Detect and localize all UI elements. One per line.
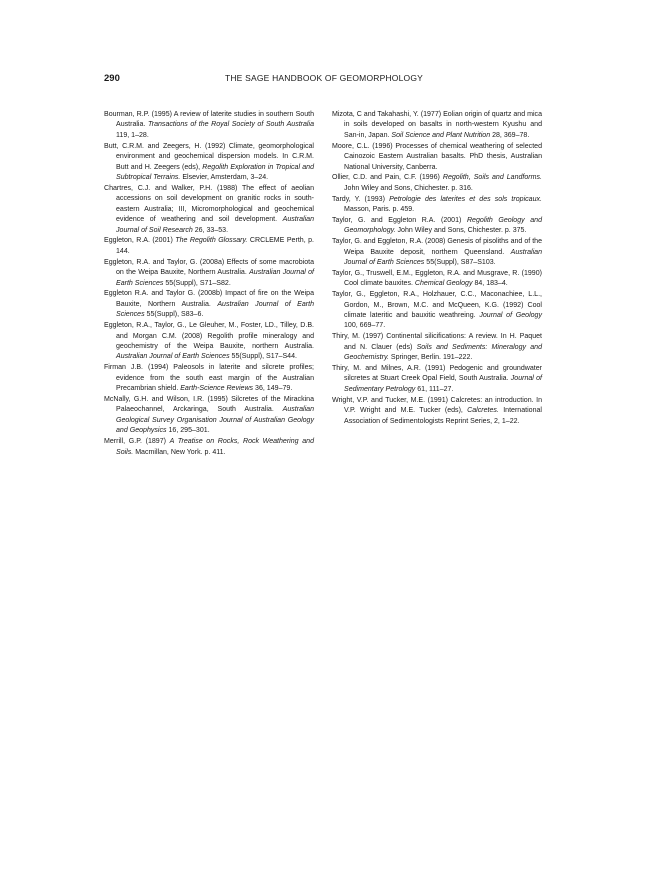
reference-text: Eggleton, R.A. and Taylor, G. (2008a) Effects of some macrobiota on the Weipa Bauxite, Northern Australia. [104,258,314,277]
reference-text: Firman J.B. (1994) Paleosols in laterite and silcrete profiles; evidence from the south east margin of the Australian Precambrian shield. [104,364,314,393]
reference-source-title: Petrologie des laterites et des sols tropicaux. [389,195,542,203]
reference-source-title: Australian Journal of Earth Sciences [344,248,542,267]
reference-entry [104,258,314,289]
reference-entry [104,289,314,320]
reference-entry [332,332,542,363]
reference-text: Ollier, C.D. and Pain, C.F. (1996) [332,174,443,182]
reference-text: Thiry, M. (1997) Continental silicifications: A review. In H. Paquet and N. Clauer (eds) [332,333,542,351]
reference-text: Taylor, G. and Eggleton R.A. (2001) [332,216,467,224]
reference-details: John Wiley and Sons, Chichester. p. 316. [344,184,473,192]
reference-entry [332,216,542,237]
reference-source-title: Regolith Exploration in Tropical and Subtropical Terrains. [116,163,314,182]
reference-text: Moore, C.L. (1996) Processes of chemical weathering of selected Cainozoic Eastern Australian basalts. PhD thesis, Australian National University, Canberra. [332,142,542,171]
reference-entry [332,396,542,427]
reference-source-title: Regolith, Soils and Landforms. [442,174,542,182]
reference-source-title: Soil Science and Plant Nutrition [391,131,491,139]
reference-details: CRCLEME Perth, p. 144. [116,237,314,255]
reference-entry [104,363,314,394]
reference-details: 55(Suppl), S87–S103. [424,259,496,267]
reference-entry [332,195,542,216]
reference-entry [332,269,542,290]
reference-details: 119, 1–28. [116,131,149,139]
reference-details: 28, 369–78. [490,131,530,139]
reference-text: Wright, V.P. and Tucker, M.E. (1991) Calcretes: an introduction. In V.P. Wright and M.E. Tucker (eds), [332,396,542,415]
reference-text: Thiry, M. and Milnes, A.R. (1991) Pedogenic and groundwater silcretes at Stuart Creek Opal Field, South Australia. [332,364,542,383]
reference-entry [332,290,542,332]
reference-text: Tardy, Y. (1993) [332,195,390,203]
references-column-right [332,110,542,427]
reference-source-title: Australian Journal of Earth Sciences [116,353,230,361]
reference-text: McNally, G.H. and Wilson, I.R. (1995) Silcretes of the Mirackina Palaeochannel, Arckaringa, South Australia. [104,395,314,414]
reference-entry [332,110,542,141]
reference-details: International Association of Sedimentologists Reprint Series, 2, 1–22. [344,407,542,425]
reference-entry [104,110,314,141]
reference-text: Eggleton, R.A. (2001) [104,237,176,245]
reference-text: Taylor, G., Eggleton, R.A., Holzhauer, C.C., Maconachiee, L.L., Gordon, M., Brown, M.C. and McQueen, K.G. (1992) Cool climate lateritic and bauxitic weathreing. [332,291,542,320]
reference-details: 55(Suppl), S17–S44. [229,353,297,361]
reference-entry [104,437,314,458]
reference-text: Butt, C.R.M. and Zeegers, H. (1992) Climate, geomorphological environment and geochemical dispersion models. In C.R.M. Butt and H. Zeegers (eds), [104,142,314,171]
reference-source-title: Regolith Geology and Geomorphology. [344,216,542,235]
reference-source-title: Chemical Geology [414,280,473,288]
reference-text: Taylor, G., Truswell, E.M., Eggleton, R.A. and Musgrave, R. (1990) Cool climate bauxites. [332,269,542,288]
running-title: THE SAGE HANDBOOK OF GEOMORPHOLOGY [224,73,424,83]
reference-source-title: Journal of Sedimentary Petrology [344,375,542,393]
reference-text: Bourman, R.P. (1995) A review of laterite studies in southern South Australia. [104,111,314,129]
reference-details: John Wiley and Sons, Chichester. p. 375. [395,227,527,235]
reference-details: 36, 149–79. [253,385,293,393]
reference-entry [332,237,542,268]
reference-source-title: The Regolith Glossary. [175,237,248,245]
reference-source-title: Transactions of the Royal Society of South Australia [147,121,314,129]
reference-entry [104,184,314,236]
reference-details: 55(Suppl), S71–S82. [163,279,231,287]
reference-entry [104,395,314,437]
reference-entry [332,364,542,395]
reference-details: 55(Suppl), S83–6. [144,311,204,319]
reference-source-title: Australian Journal of Soil Research [116,216,314,234]
reference-source-title: Australian Journal of Earth Sciences [116,269,314,287]
reference-entry [332,142,542,173]
reference-source-title: Earth-Science Reviews [180,385,254,393]
reference-details: Springer, Berlin. 191–222. [388,354,473,362]
reference-entry [104,142,314,184]
reference-entry [332,173,542,194]
references-column-left [104,110,314,458]
reference-source-title: Soils and Sediments: Mineralogy and Geochemistry. [344,343,543,362]
reference-source-title: A Treatise on Rocks, Rock Weathering and Soils. [116,438,314,456]
reference-source-title: Calcretes. [467,407,499,415]
reference-source-title: Australian Geological Survey Organisation Journal of Australian Geology and Geophysics [116,406,314,435]
reference-entry [104,236,314,257]
reference-text: Eggleton R.A. and Taylor G. (2008b) Impact of fire on the Weipa Bauxite, Northern Australia. [104,290,314,308]
page-number: 290 [104,73,120,84]
reference-source-title: Journal of Geology [479,312,543,320]
reference-text: Taylor, G. and Eggleton, R.A. (2008) Genesis of pisoliths and of the Weipa Bauxite deposit, northern Queensland. [332,238,542,256]
reference-details: 16, 295–301. [166,427,210,435]
page-header [104,73,544,87]
reference-details: 84, 183–4. [472,280,508,288]
reference-details: Elsevier, Amsterdam, 3–24. [180,174,269,182]
reference-entry [104,321,314,363]
reference-details: Macmillan, New York. p. 411. [133,448,226,456]
reference-details: Masson, Paris. p. 459. [344,206,415,214]
reference-text: Chartres, C.J. and Walker, P.H. (1988) The effect of aeolian accessions on soil development on granitic rocks in south-eastern Australia; III, Micromorphological and geochemical evidence of weathering and soil development. [104,184,314,224]
reference-source-title: Australian Journal of Earth Sciences [116,300,314,319]
reference-details: 26, 33–53. [192,226,229,234]
reference-details: 61, 111–27. [415,385,454,393]
reference-text: Eggleton, R.A., Taylor, G., Le Gleuher, M., Foster, LD., Tilley, D.B. and Morgan C.M. (2008) Regolith profile mineralogy and geochemistry of the Weipa Bauxite, northern Australia. [104,322,314,351]
reference-details: 100, 669–77. [344,322,386,330]
reference-text: Mizota, C and Takahashi, Y. (1977) Eolian origin of quartz and mica in soils developed on basalts in north-western Kyushu and San-in, Japan. [332,111,542,139]
reference-text: Merrill, G.P. (1897) [104,438,170,446]
